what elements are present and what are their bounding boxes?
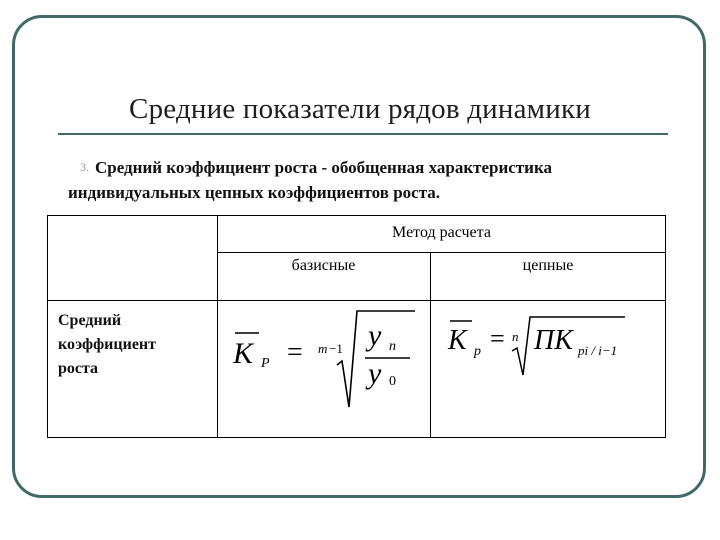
root-index-n: n (512, 329, 519, 344)
kp-symbol: K (448, 325, 467, 356)
definition-line-1: Средний коэффициент роста - обобщенная характеристика (95, 158, 552, 177)
definition-text (68, 155, 688, 205)
row-label (58, 309, 156, 381)
title-underline (58, 133, 668, 135)
formula-chain (440, 303, 660, 403)
row-label-line-2: коэффициент (58, 336, 156, 353)
table-divider-col2 (430, 252, 431, 437)
numerator-y: y (368, 319, 382, 352)
radicand-subscript: pi / i−1 (578, 343, 618, 358)
formula-basic (225, 303, 425, 433)
root-index-m: m (318, 341, 328, 356)
item-number: 3. (80, 160, 89, 174)
radicand-pk: ПK (534, 325, 573, 356)
table-border-left (47, 215, 48, 437)
slide-title: Средние показатели рядов динамики (129, 93, 591, 125)
kp-symbol: K (233, 337, 254, 370)
table-divider-header (47, 300, 666, 301)
column-header-chain: цепные (522, 257, 574, 274)
row-label-line-3: роста (58, 360, 99, 377)
column-header-basic: базисные (291, 257, 356, 274)
row-label-line-1: Средний (58, 312, 122, 329)
table-border-bottom (47, 437, 666, 438)
denominator-sub-0: 0 (389, 374, 396, 389)
kp-subscript: P (261, 356, 270, 371)
table-border-top (47, 215, 666, 216)
kp-subscript: p (474, 344, 481, 359)
denominator-y: y (368, 357, 382, 390)
table-border-right (665, 215, 666, 437)
numerator-sub-n: n (389, 339, 396, 354)
equals-sign: = (287, 337, 303, 368)
definition-line-2: индивидуальных цепных коэффициентов роста. (68, 183, 440, 202)
table-divider-method (217, 252, 666, 253)
equals-sign: = (490, 324, 505, 353)
method-header: Метод расчета (392, 224, 491, 241)
root-index-minus-one: −1 (329, 341, 343, 356)
table-divider-col1 (217, 215, 218, 437)
